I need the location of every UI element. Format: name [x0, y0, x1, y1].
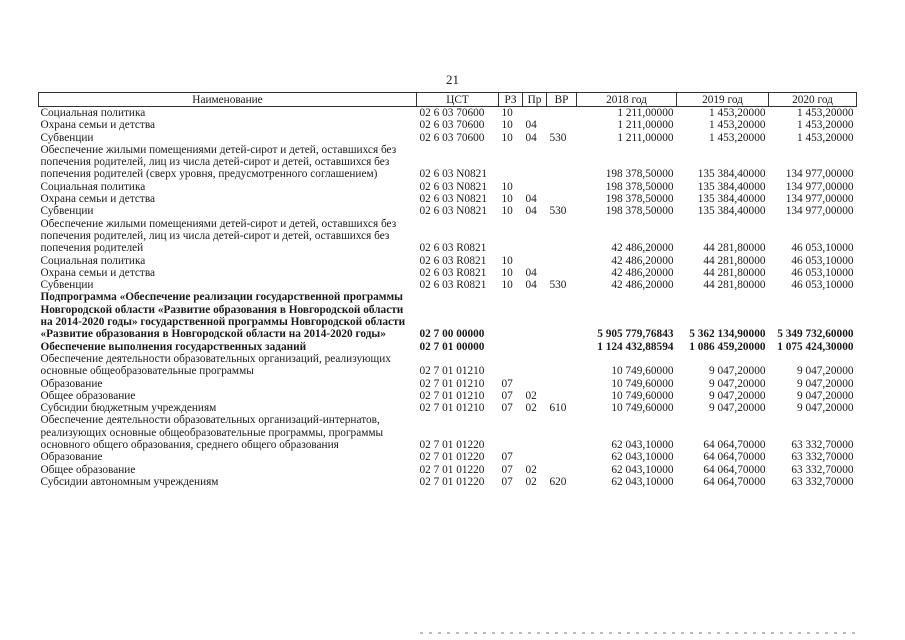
- header-pr: Пр: [523, 93, 547, 107]
- cell-name: Охрана семьи и детства: [40, 266, 156, 279]
- cell-2019: 1 453,20000: [709, 107, 766, 119]
- cell-rz: 10: [501, 131, 513, 144]
- cell-cst: 02 7 00 00000: [419, 328, 485, 341]
- cell-pr: [523, 451, 547, 463]
- table-row: [39, 451, 857, 463]
- cell-name: Обеспечение деятельности образовательных организаций, реализующих основные общеобразовательные программы: [40, 352, 391, 378]
- cell-cst: 02 6 03 N0821: [419, 168, 487, 181]
- cell-cst: 02 7 01 00000: [419, 340, 485, 353]
- cell-rz: 07: [501, 463, 513, 476]
- cell-pr: 02: [525, 463, 537, 476]
- header-2019: 2019 год: [677, 93, 769, 107]
- table-row: [39, 181, 857, 193]
- cell-2018: 198 378,50000: [605, 168, 674, 181]
- cell-2018: 62 043,10000: [611, 463, 674, 476]
- cell-pr: 04: [525, 266, 537, 279]
- cell-vr: [547, 341, 577, 353]
- header-2018: 2018 год: [577, 93, 677, 107]
- budget-table: [38, 92, 857, 488]
- cell-rz: 07: [501, 475, 513, 488]
- table-header-row: [39, 93, 857, 107]
- header-name: Наименование: [39, 93, 417, 107]
- cell-2020: 134 977,00000: [785, 205, 854, 218]
- cell-2019: 9 047,20000: [709, 402, 766, 415]
- cell-name: Субвенции: [40, 279, 94, 292]
- cell-name: Подпрограмма «Обеспечение реализации государственной программы Новгородской области «Развитие образования в Новгородской области на 2014-2020 годы» государственной программы Новгородской области «Развитие образования в Новгородской области на 2014-2020 годы»: [40, 291, 406, 341]
- cell-pr: 04: [525, 205, 537, 218]
- table-row: [39, 402, 857, 414]
- cell-name: Субсидии бюджетным учреждениям: [40, 402, 217, 415]
- cell-rz: 07: [501, 451, 513, 464]
- cell-name: Обеспечение деятельности образовательных организаций-интернатов, реализующих основные общеобразовательные программы, программы основного общего образования, среднего общего образования: [40, 414, 384, 452]
- cell-2019: 135 384,40000: [697, 205, 766, 218]
- cell-pr: 04: [525, 119, 537, 132]
- cell-pr: [523, 107, 547, 120]
- table-row: [39, 414, 857, 451]
- cell-vr: [547, 464, 577, 476]
- cell-cst: 02 6 03 R0821: [419, 254, 487, 267]
- cell-2019: 64 064,70000: [703, 451, 766, 464]
- cell-pr: 02: [525, 389, 537, 402]
- cell-2019: 44 281,80000: [703, 266, 766, 279]
- cell-2019: 64 064,70000: [703, 475, 766, 488]
- cell-2020: 5 349 732,60000: [777, 328, 854, 341]
- cell-vr: 530: [549, 131, 567, 144]
- cell-vr: [547, 353, 577, 378]
- cell-cst: 02 6 03 R0821: [419, 279, 487, 292]
- cell-2018: 198 378,50000: [605, 205, 674, 218]
- cell-vr: [547, 218, 577, 255]
- cell-rz: 10: [501, 279, 513, 292]
- cell-vr: 620: [549, 475, 567, 488]
- cell-name: Обеспечение жилыми помещениями детей-сирот и детей, оставшихся без попечения родителей, лиц из числа детей-сирот и детей, оставшихся без попечения родителей: [40, 217, 397, 255]
- cell-rz: 10: [501, 119, 513, 132]
- cell-cst: 02 7 01 01210: [419, 402, 485, 415]
- cell-name: Обеспечение жилыми помещениями детей-сирот и детей, оставшихся без попечения родителей, лиц из числа детей-сирот и детей, оставшихся без попечения родителей (сверх уровня, предусмотренного соглашением): [40, 143, 397, 181]
- cell-vr: [547, 181, 577, 193]
- cell-cst: 02 7 01 01220: [419, 463, 485, 476]
- cell-vr: [547, 119, 577, 131]
- table-row: [39, 218, 857, 255]
- cell-cst: 02 6 03 70600: [419, 107, 485, 119]
- cell-name: Охрана семьи и детства: [40, 119, 156, 132]
- cell-name: Субвенции: [40, 131, 94, 144]
- cell-2018: 1 211,00000: [617, 131, 674, 144]
- cell-cst: 02 7 01 01220: [419, 451, 485, 464]
- cell-name: Субсидии автономным учреждениям: [40, 475, 219, 488]
- table-row: [39, 341, 857, 353]
- cell-rz: [499, 218, 523, 255]
- cell-name: Обеспечение выполнения государственных заданий: [40, 340, 307, 353]
- cell-vr: [547, 255, 577, 267]
- cell-cst: 02 7 01 01210: [419, 389, 485, 402]
- header-2020: 2020 год: [769, 93, 857, 107]
- scan-artifact: [420, 632, 860, 634]
- table-row: [39, 132, 857, 144]
- cell-2019: 9 047,20000: [709, 365, 766, 378]
- cell-2018: 10 749,60000: [611, 402, 674, 415]
- cell-2019: 44 281,80000: [703, 242, 766, 255]
- cell-2018: 1 211,00000: [617, 119, 674, 132]
- cell-2019: 1 453,20000: [709, 119, 766, 132]
- cell-2020: 63 332,70000: [791, 451, 854, 464]
- cell-2020: 63 332,70000: [791, 463, 854, 476]
- cell-2018: 1 211,00000: [617, 107, 674, 119]
- cell-2018: 42 486,20000: [611, 242, 674, 255]
- cell-2020: 46 053,10000: [791, 254, 854, 267]
- cell-name: Образование: [40, 377, 103, 390]
- cell-rz: 10: [501, 205, 513, 218]
- cell-name: Социальная политика: [40, 107, 146, 119]
- cell-2019: 135 384,40000: [697, 180, 766, 193]
- cell-2018: 42 486,20000: [611, 254, 674, 267]
- cell-cst: 02 7 01 01210: [419, 377, 485, 390]
- cell-2020: 134 977,00000: [785, 180, 854, 193]
- cell-vr: [547, 390, 577, 402]
- table-row: [39, 291, 857, 340]
- cell-cst: 02 7 01 01210: [419, 365, 485, 378]
- cell-name: Социальная политика: [40, 254, 146, 267]
- cell-vr: [547, 451, 577, 463]
- cell-name: Охрана семьи и детства: [40, 193, 156, 206]
- cell-2018: 42 486,20000: [611, 266, 674, 279]
- cell-vr: [547, 267, 577, 279]
- cell-2019: 135 384,40000: [697, 168, 766, 181]
- cell-name: Социальная политика: [40, 180, 146, 193]
- cell-2020: 134 977,00000: [785, 168, 854, 181]
- table-row: [39, 353, 857, 378]
- cell-2019: 5 362 134,90000: [689, 328, 766, 341]
- table-row: [39, 255, 857, 267]
- cell-2020: 1 075 424,30000: [777, 340, 854, 353]
- cell-rz: 10: [501, 193, 513, 206]
- cell-cst: 02 6 03 70600: [419, 131, 485, 144]
- table-row: [39, 107, 857, 120]
- cell-2019: 1 086 459,20000: [689, 340, 766, 353]
- header-vr: ВР: [547, 93, 577, 107]
- table-row: [39, 193, 857, 205]
- cell-pr: [523, 341, 547, 353]
- cell-2019: 64 064,70000: [703, 439, 766, 452]
- cell-2018: 10 749,60000: [611, 389, 674, 402]
- cell-cst: 02 6 03 N0821: [419, 180, 487, 193]
- cell-2020: 46 053,10000: [791, 279, 854, 292]
- cell-pr: 04: [525, 131, 537, 144]
- cell-rz: 10: [501, 266, 513, 279]
- cell-pr: [523, 291, 547, 340]
- cell-2019: 9 047,20000: [709, 377, 766, 390]
- cell-cst: 02 6 03 R0821: [419, 242, 487, 255]
- cell-2019: 64 064,70000: [703, 463, 766, 476]
- cell-2020: 46 053,10000: [791, 266, 854, 279]
- cell-rz: 10: [501, 254, 513, 267]
- cell-2018: 1 124 432,88594: [597, 340, 674, 353]
- cell-rz: 07: [501, 377, 513, 390]
- cell-pr: 04: [525, 279, 537, 292]
- cell-rz: 07: [501, 389, 513, 402]
- cell-vr: [547, 144, 577, 181]
- cell-2020: 9 047,20000: [797, 402, 854, 415]
- cell-rz: [499, 414, 523, 451]
- table-row: [39, 476, 857, 488]
- cell-rz: 07: [501, 402, 513, 415]
- cell-rz: 10: [501, 107, 513, 119]
- cell-2020: 1 453,20000: [797, 119, 854, 132]
- cell-2019: 44 281,80000: [703, 254, 766, 267]
- cell-2020: 9 047,20000: [797, 377, 854, 390]
- cell-2020: 46 053,10000: [791, 242, 854, 255]
- cell-pr: [523, 414, 547, 451]
- page-number: 21: [446, 72, 459, 87]
- header-rz: РЗ: [499, 93, 523, 107]
- cell-2020: 9 047,20000: [797, 365, 854, 378]
- cell-vr: [547, 378, 577, 390]
- cell-pr: [523, 218, 547, 255]
- cell-pr: 04: [525, 193, 537, 206]
- cell-cst: 02 7 01 01220: [419, 475, 485, 488]
- cell-cst: 02 6 03 N0821: [419, 193, 487, 206]
- cell-2018: 5 905 779,76843: [597, 328, 674, 341]
- cell-pr: [523, 181, 547, 193]
- table-row: [39, 144, 857, 181]
- cell-vr: [547, 414, 577, 451]
- cell-cst: 02 6 03 70600: [419, 119, 485, 132]
- cell-2020: 9 047,20000: [797, 389, 854, 402]
- cell-2019: 135 384,40000: [697, 193, 766, 206]
- table-row: [39, 119, 857, 131]
- table-row: [39, 378, 857, 390]
- cell-rz: [499, 353, 523, 378]
- cell-rz: 10: [501, 180, 513, 193]
- cell-2019: 44 281,80000: [703, 279, 766, 292]
- cell-vr: [547, 107, 577, 120]
- cell-name: Общее образование: [40, 389, 136, 402]
- cell-vr: 530: [549, 205, 567, 218]
- cell-name: Общее образование: [40, 463, 136, 476]
- cell-2018: 198 378,50000: [605, 180, 674, 193]
- cell-name: Образование: [40, 451, 103, 464]
- cell-rz: [499, 341, 523, 353]
- cell-2018: 10 749,60000: [611, 365, 674, 378]
- cell-cst: 02 6 03 R0821: [419, 266, 487, 279]
- cell-vr: [547, 291, 577, 340]
- cell-pr: [523, 353, 547, 378]
- cell-2018: 198 378,50000: [605, 193, 674, 206]
- cell-pr: [523, 255, 547, 267]
- cell-cst: 02 6 03 N0821: [419, 205, 487, 218]
- cell-pr: [523, 144, 547, 181]
- cell-2020: 63 332,70000: [791, 439, 854, 452]
- header-cst: ЦСТ: [417, 93, 499, 107]
- cell-2020: 134 977,00000: [785, 193, 854, 206]
- cell-pr: 02: [525, 475, 537, 488]
- cell-vr: [547, 193, 577, 205]
- cell-2019: 1 453,20000: [709, 131, 766, 144]
- cell-2018: 62 043,10000: [611, 451, 674, 464]
- cell-2020: 1 453,20000: [797, 131, 854, 144]
- cell-2020: 63 332,70000: [791, 475, 854, 488]
- cell-rz: [499, 144, 523, 181]
- table-row: [39, 390, 857, 402]
- cell-2018: 10 749,60000: [611, 377, 674, 390]
- cell-2018: 62 043,10000: [611, 475, 674, 488]
- cell-pr: [523, 378, 547, 390]
- cell-rz: [499, 291, 523, 340]
- cell-cst: 02 7 01 01220: [419, 439, 485, 452]
- cell-2020: 1 453,20000: [797, 107, 854, 119]
- cell-pr: 02: [525, 402, 537, 415]
- cell-2018: 62 043,10000: [611, 439, 674, 452]
- cell-name: Субвенции: [40, 205, 94, 218]
- table-row: [39, 279, 857, 291]
- table-row: [39, 267, 857, 279]
- cell-vr: 610: [549, 402, 567, 415]
- cell-vr: 530: [549, 279, 567, 292]
- table-row: [39, 205, 857, 217]
- table-body: [39, 107, 857, 489]
- table-row: [39, 464, 857, 476]
- cell-2018: 42 486,20000: [611, 279, 674, 292]
- cell-2019: 9 047,20000: [709, 389, 766, 402]
